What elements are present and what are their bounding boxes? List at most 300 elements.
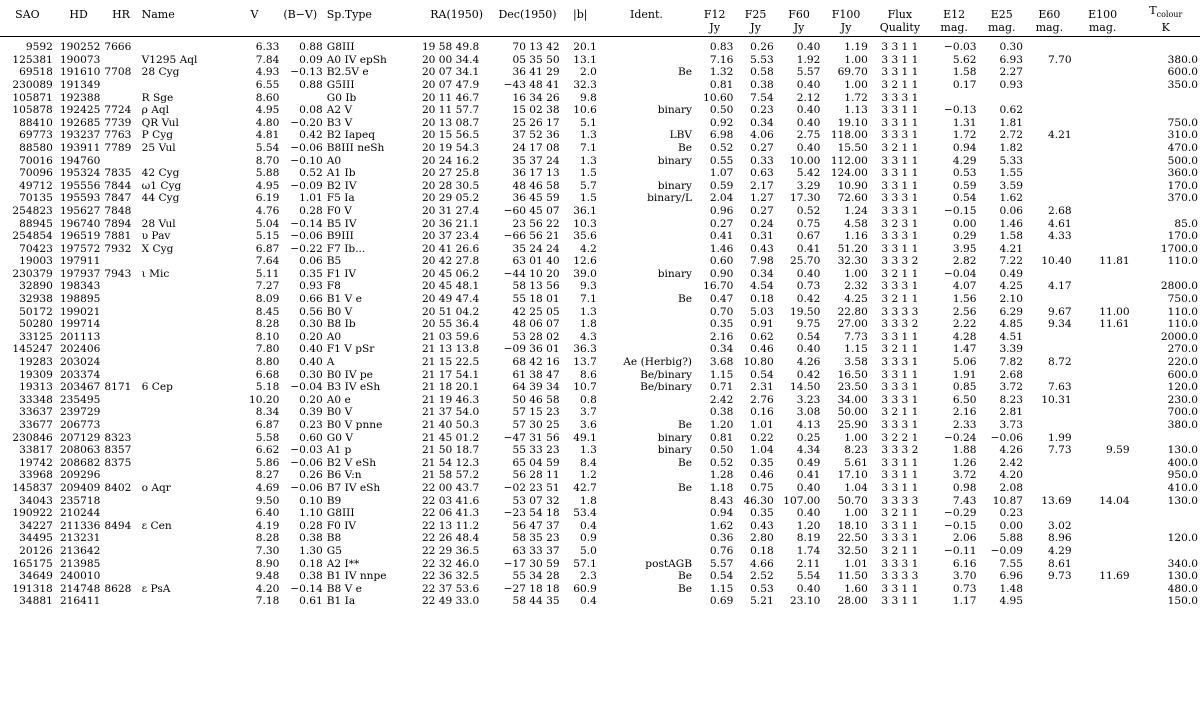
cell-f100: 15.50 (837, 141, 868, 154)
cell-f25: 2.17 (750, 179, 774, 192)
column-header-label: (B−V) (283, 8, 318, 22)
cell-sp: A0 (326, 330, 342, 343)
cell-e25: 1.48 (999, 582, 1024, 595)
cell-e100 (1074, 583, 1132, 596)
cell-fq: 3 3 1 1 (881, 481, 919, 494)
column-header-label: Dec(1950) (498, 8, 557, 22)
cell-f12: 0.54 (709, 570, 734, 583)
cell-sp: B0 V (326, 305, 353, 318)
cell-e60: 9.73 (1048, 570, 1072, 583)
cell-ident (599, 79, 694, 92)
cell-f12: 0.60 (709, 255, 734, 268)
cell-e25: 0.06 (999, 204, 1024, 217)
cell-ident: Be (677, 141, 693, 154)
cell-tc: 600.0 (1167, 66, 1198, 79)
cell-sao: 33637 (19, 406, 53, 419)
cell-sao: 34495 (19, 532, 53, 545)
cell-f100: 16.50 (837, 368, 868, 381)
cell-e100 (1074, 37, 1132, 54)
table-row (0, 218, 1200, 231)
column-header-bv (281, 4, 324, 21)
cell-name: ρ Aql (141, 104, 170, 117)
cell-ra: 22 36 32.5 (421, 570, 480, 583)
cell-f60: 10.00 (789, 154, 821, 167)
cell-sao: 88945 (19, 217, 53, 230)
cell-ra: 21 58 57.2 (421, 469, 480, 482)
column-header-subscript: colour (1156, 10, 1183, 20)
cell-f25: 0.26 (750, 41, 774, 54)
cell-dec: −43 48 41 (503, 78, 560, 91)
cell-name (140, 318, 228, 331)
cell-hd: 193911 (59, 141, 101, 154)
cell-hr (102, 394, 139, 407)
cell-hd: 235495 (59, 393, 101, 406)
cell-fq: 3 2 1 1 (881, 544, 919, 557)
cell-fq: 3 3 1 1 (881, 179, 919, 192)
cell-sp: B0 V pnne (326, 419, 383, 431)
cell-e60 (1025, 37, 1074, 54)
cell-f60: 0.40 (796, 267, 821, 280)
cell-e25: 3.72 (999, 381, 1024, 394)
cell-ra: 20 27 25.8 (421, 167, 480, 180)
cell-sp: B1 IV nnpe (326, 570, 387, 583)
cell-f60: 2.12 (796, 91, 821, 104)
column-header-label: HR (112, 8, 130, 22)
cell-f25: 0.46 (750, 343, 774, 356)
cell-name (140, 532, 228, 545)
cell-fq: 3 2 1 1 (881, 267, 919, 280)
cell-e25: 0.93 (999, 78, 1024, 91)
cell-f100: 34.00 (837, 393, 868, 406)
table-row (0, 583, 1200, 596)
cell-v: 4.19 (255, 519, 280, 532)
cell-b: 7.1 (580, 293, 597, 306)
cell-sao: 70423 (19, 242, 53, 255)
column-header-label: |b| (573, 8, 588, 22)
cell-f60: 19.50 (789, 305, 821, 318)
table-row (0, 318, 1200, 331)
column-header-label: F12 (703, 8, 726, 22)
cell-ident: LBV (669, 129, 693, 142)
cell-sao: 32938 (19, 293, 53, 306)
cell-f60: 14.50 (789, 381, 821, 394)
cell-hd: 203374 (59, 368, 101, 381)
cell-f25: 0.54 (750, 368, 774, 381)
cell-fq: 3 2 2 1 (881, 431, 919, 444)
cell-e60 (1025, 583, 1074, 596)
cell-e60 (1025, 419, 1074, 432)
column-header-hd (55, 4, 103, 21)
cell-sao: 33348 (19, 393, 53, 406)
cell-name (140, 306, 228, 319)
cell-bv: 0.40 (299, 356, 323, 369)
cell-b: 1.3 (580, 444, 597, 457)
cell-ra: 21 13 13.8 (421, 343, 480, 356)
cell-fq: 3 3 1 1 (881, 242, 919, 255)
cell-tc: 750.0 (1167, 293, 1198, 306)
cell-hd: 193237 (59, 129, 101, 142)
cell-f12: 0.81 (709, 78, 734, 91)
cell-hr: 7894 (104, 217, 132, 230)
cell-b: 2.3 (580, 570, 597, 583)
cell-e100 (1074, 180, 1132, 193)
cell-f12: 0.52 (709, 456, 734, 469)
cell-v: 6.62 (255, 444, 280, 457)
cell-e60 (1025, 507, 1074, 520)
cell-ident: binary (657, 444, 693, 457)
cell-e12: 5.62 (952, 53, 977, 66)
cell-f25: 0.18 (750, 293, 774, 306)
cell-sao: 70135 (19, 192, 53, 205)
cell-ident: binary (657, 179, 693, 192)
cell-f60: 3.08 (796, 406, 821, 419)
cell-dec: 56 28 11 (512, 469, 560, 482)
cell-f25: 2.31 (750, 381, 774, 394)
cell-ident (599, 331, 694, 344)
cell-hd: 190252 (59, 41, 101, 54)
cell-dec: 56 47 37 (512, 519, 560, 532)
cell-v: 4.80 (255, 116, 280, 129)
cell-bv: 0.30 (299, 368, 323, 381)
cell-f60: 0.54 (796, 330, 821, 343)
cell-hr: 7739 (104, 116, 132, 129)
cell-f25: 0.34 (750, 267, 774, 280)
cell-f60: 0.25 (796, 431, 821, 444)
cell-sao: 70096 (19, 167, 53, 180)
cell-ra: 22 49 33.0 (421, 595, 480, 608)
cell-ident (599, 243, 694, 256)
cell-dec: 63 33 37 (512, 544, 560, 557)
cell-sao: 105878 (12, 104, 53, 117)
cell-ra: 20 11 46.7 (421, 91, 480, 104)
cell-sao: 50280 (19, 318, 53, 331)
cell-dec: 58 44 35 (512, 595, 560, 608)
cell-hd: 207129 (59, 431, 101, 444)
cell-f25: 4.66 (750, 557, 774, 570)
cell-e12: −0.04 (944, 267, 977, 280)
cell-bv: −0.09 (290, 179, 323, 192)
column-header-hr (102, 4, 139, 21)
cell-tc: 170.0 (1167, 179, 1198, 192)
cell-f25: 0.75 (750, 481, 774, 494)
cell-dec: 50 46 58 (512, 393, 560, 406)
cell-hd: 192685 (59, 116, 101, 129)
cell-f25: 4.54 (750, 280, 774, 293)
cell-dec: 36 41 29 (512, 66, 560, 79)
cell-name (140, 394, 228, 407)
cell-f100: 23.50 (837, 381, 868, 394)
cell-v: 6.55 (255, 78, 280, 91)
cell-e25: 10.87 (992, 494, 1024, 507)
cell-f60: 23.10 (789, 595, 821, 608)
cell-e100 (1074, 457, 1132, 470)
cell-e60: 10.31 (1041, 393, 1072, 406)
cell-v: 5.86 (255, 456, 280, 469)
cell-f60: 0.40 (796, 582, 821, 595)
cell-sao: 19003 (19, 255, 53, 268)
cell-sp: F7 Ib... (326, 242, 366, 255)
cell-sao: 34881 (19, 595, 53, 608)
cell-v: 5.11 (255, 267, 280, 280)
cell-sao: 9592 (25, 41, 53, 54)
cell-f25: 0.46 (750, 469, 774, 482)
column-header-name (140, 4, 228, 21)
cell-ident: binary (657, 431, 693, 444)
column-header-ident (599, 4, 694, 21)
column-header-sao (0, 4, 55, 21)
cell-hr: 8402 (104, 481, 132, 494)
cell-e25: 8.23 (999, 393, 1024, 406)
cell-fq: 3 3 1 1 (881, 53, 919, 66)
cell-dec: 05 35 50 (512, 53, 560, 66)
cell-hd: 216411 (59, 595, 101, 608)
cell-f12: 16.70 (703, 280, 734, 293)
cell-f12: 0.41 (709, 230, 734, 243)
cell-f25: 0.18 (750, 544, 774, 557)
cell-b: 1.3 (580, 129, 597, 142)
cell-name (140, 79, 228, 92)
column-unit-e60: mag. (1025, 21, 1074, 37)
cell-e100 (1074, 205, 1132, 218)
cell-sao: 254823 (12, 204, 53, 217)
cell-f12: 0.55 (709, 154, 734, 167)
cell-name (140, 255, 228, 268)
cell-dec: −60 45 07 (503, 204, 560, 217)
cell-tc (1132, 268, 1200, 281)
cell-bv: −0.13 (290, 66, 323, 79)
column-unit-e100: mag. (1074, 21, 1132, 37)
cell-e12: 1.72 (952, 129, 977, 142)
cell-fq: 3 3 3 2 (881, 255, 919, 268)
cell-f60: 0.75 (796, 217, 821, 230)
cell-name (140, 331, 228, 344)
cell-e60: 8.72 (1048, 356, 1072, 369)
column-header-f100 (822, 4, 870, 21)
cell-name: ε Cen (141, 519, 172, 532)
cell-f12: 0.59 (709, 179, 734, 192)
cell-hr: 8494 (104, 519, 132, 532)
cell-tc: 130.0 (1167, 444, 1198, 457)
cell-ident: binary (657, 267, 693, 280)
cell-fq: 3 3 1 1 (881, 456, 919, 469)
cell-bv: 0.93 (299, 280, 323, 293)
table-row (0, 381, 1200, 394)
cell-f60: 0.40 (796, 507, 821, 520)
cell-ident: binary/L (647, 192, 693, 205)
cell-ident (599, 520, 694, 533)
cell-e100 (1074, 192, 1132, 205)
cell-e12: −0.15 (944, 519, 977, 532)
cell-b: 2.0 (580, 66, 597, 79)
cell-e12: 1.58 (952, 66, 977, 79)
cell-f100: 1.04 (844, 481, 868, 494)
table-row (0, 205, 1200, 218)
cell-ra: 20 28 30.5 (421, 179, 480, 192)
cell-e60 (1025, 482, 1074, 495)
cell-f60: 5.42 (796, 167, 821, 180)
cell-e60: 9.67 (1048, 305, 1072, 318)
cell-dec: 36 45 59 (512, 192, 560, 205)
table-row (0, 520, 1200, 533)
cell-sao: 190922 (12, 507, 53, 520)
cell-f100: 69.70 (837, 66, 868, 79)
cell-f12: 0.36 (709, 532, 734, 545)
cell-hr: 7847 (104, 192, 132, 205)
cell-ident (599, 507, 694, 520)
cell-e100 (1074, 104, 1132, 117)
cell-b: 49.1 (573, 431, 597, 444)
column-header-v (228, 4, 282, 21)
column-unit-hd (55, 21, 103, 37)
cell-f60: 4.26 (796, 356, 821, 369)
column-header-label: E25 (990, 8, 1013, 22)
cell-tc: 370.0 (1167, 192, 1198, 205)
cell-e100 (1074, 369, 1132, 382)
cell-tc (1132, 432, 1200, 445)
cell-e60: 1.99 (1048, 431, 1072, 444)
cell-hr: 7835 (104, 167, 132, 180)
cell-bv: −0.03 (290, 444, 323, 457)
cell-e60: 4.33 (1048, 230, 1072, 243)
cell-f60: 0.73 (796, 280, 821, 293)
cell-e60: 9.34 (1048, 318, 1072, 331)
column-header-label: E12 (943, 8, 966, 22)
cell-tc: 110.0 (1167, 305, 1198, 318)
cell-f25: 0.22 (750, 431, 774, 444)
cell-fq: 3 3 1 1 (881, 469, 919, 482)
cell-v: 6.68 (255, 368, 280, 381)
cell-f12: 1.62 (709, 519, 734, 532)
cell-f60: 2.11 (796, 557, 821, 570)
cell-bv: 0.08 (299, 104, 323, 117)
cell-bv: 0.39 (299, 406, 323, 419)
cell-hr (102, 532, 139, 545)
cell-dec: 48 06 07 (512, 318, 560, 331)
cell-f100: 22.50 (837, 532, 868, 545)
cell-hr (102, 595, 139, 608)
cell-sao: 50172 (19, 305, 53, 318)
cell-sp: A1 Ib (326, 167, 356, 180)
cell-ra: 20 11 57.7 (421, 104, 480, 117)
cell-e25: 6.29 (999, 305, 1024, 318)
cell-f100: 2.32 (844, 280, 868, 293)
cell-e12: −0.15 (944, 204, 977, 217)
column-header-label: E100 (1088, 8, 1118, 22)
table-row (0, 92, 1200, 105)
cell-v: 4.20 (255, 582, 280, 595)
cell-bv: 0.66 (299, 293, 323, 306)
cell-f60: 1.92 (796, 53, 821, 66)
cell-hd: 208682 (59, 456, 101, 469)
cell-bv: −0.06 (290, 481, 323, 494)
cell-hd: 197572 (59, 242, 101, 255)
cell-name: 28 Vul (141, 217, 176, 230)
cell-hd: 235718 (59, 494, 101, 507)
cell-name (140, 432, 228, 445)
cell-sp: B8 Ib (326, 318, 356, 331)
table-row (0, 356, 1200, 369)
cell-hr: 7881 (104, 230, 132, 243)
cell-e12: 2.56 (952, 305, 977, 318)
star-catalog-table (0, 4, 1200, 608)
cell-e100: 11.61 (1099, 318, 1130, 331)
cell-v: 5.54 (255, 141, 280, 154)
cell-bv: 0.30 (299, 318, 323, 331)
cell-bv (281, 92, 324, 105)
cell-hr: 7666 (104, 41, 132, 54)
cell-fq: 3 2 1 1 (881, 141, 919, 154)
column-header-label: T (1149, 4, 1157, 17)
cell-f25: 7.54 (750, 91, 774, 104)
cell-f12: 0.52 (709, 141, 734, 154)
cell-dec: −09 36 01 (503, 343, 560, 356)
cell-bv: −0.10 (290, 154, 323, 167)
cell-f25: 0.62 (750, 330, 774, 343)
cell-tc (1132, 520, 1200, 533)
cell-e12: 0.73 (952, 582, 977, 595)
cell-v: 5.58 (255, 431, 280, 444)
column-unit-e25: mag. (978, 21, 1025, 37)
cell-e100 (1074, 406, 1132, 419)
cell-ra: 22 26 48.4 (421, 532, 480, 545)
cell-name: 6 Cep (141, 381, 173, 394)
cell-hd: 192425 (59, 104, 101, 117)
cell-name (140, 343, 228, 356)
column-unit-f100: Jy (822, 21, 870, 37)
cell-f12: 0.71 (709, 381, 734, 394)
cell-name (140, 444, 228, 457)
cell-e12: 1.26 (952, 456, 977, 469)
cell-tc: 410.0 (1167, 481, 1198, 494)
cell-f12: 0.38 (709, 406, 734, 419)
cell-hd: 196519 (59, 230, 101, 243)
cell-tc: 400.0 (1167, 456, 1198, 469)
cell-tc: 480.0 (1167, 582, 1198, 595)
cell-sao: 88580 (19, 141, 53, 154)
cell-bv: −0.06 (290, 456, 323, 469)
cell-e12: 2.06 (952, 532, 977, 545)
cell-e60 (1025, 369, 1074, 382)
cell-hd: 239729 (59, 406, 101, 419)
cell-f100: 1.19 (844, 41, 868, 54)
cell-sp: F1 V pSr (326, 343, 375, 356)
cell-e25: 0.62 (999, 104, 1024, 117)
cell-sp: B0 V (326, 406, 353, 419)
cell-ident: Be (677, 456, 693, 469)
cell-e25: 1.58 (999, 230, 1024, 243)
cell-tc: 310.0 (1167, 129, 1198, 142)
cell-hd: 197911 (59, 255, 101, 268)
cell-f12: 0.96 (709, 204, 734, 217)
cell-f25: 0.38 (750, 78, 774, 91)
cell-hd: 195556 (59, 179, 101, 192)
cell-f12: 0.69 (709, 595, 734, 608)
cell-sao: 33817 (19, 444, 53, 457)
cell-f12: 5.57 (709, 557, 734, 570)
column-unit-e12: mag. (930, 21, 979, 37)
cell-e60 (1025, 293, 1074, 306)
cell-e25: 3.73 (999, 419, 1024, 431)
cell-sp: G5 (326, 544, 342, 557)
cell-f12: 0.50 (709, 104, 734, 117)
cell-sao: 34227 (19, 519, 53, 532)
cell-sao: 33968 (19, 469, 53, 482)
cell-bv: 0.61 (299, 595, 323, 608)
cell-tc: 360.0 (1167, 167, 1198, 180)
cell-tc: 700.0 (1167, 406, 1198, 419)
cell-dec: 58 13 56 (512, 280, 560, 293)
cell-e60 (1025, 268, 1074, 281)
